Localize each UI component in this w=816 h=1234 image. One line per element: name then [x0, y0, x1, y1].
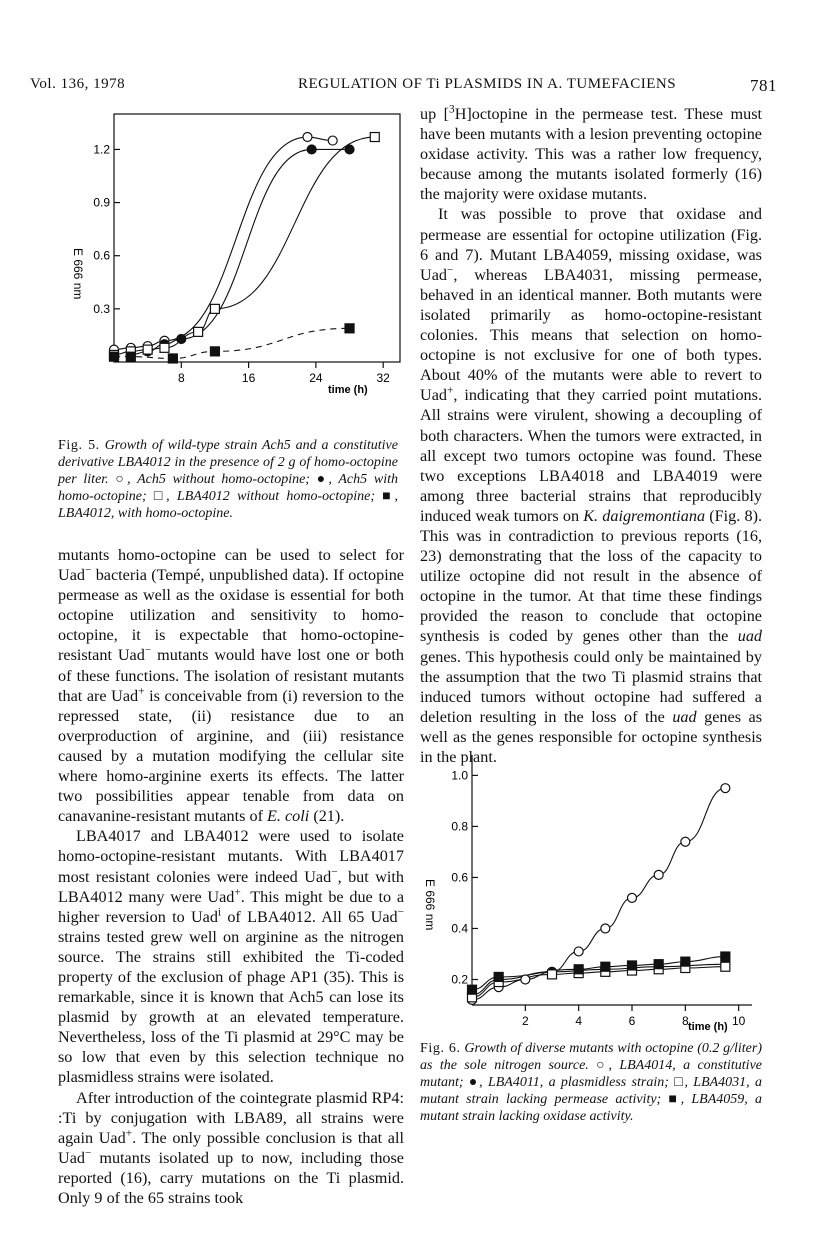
f5-point-filled-circle — [307, 145, 316, 154]
f5-point-open-square — [370, 133, 379, 142]
f6-point-filled-square — [601, 962, 610, 971]
right-paragraph-2: It was possible to prove that oxidase and permease are essential for octopine utilization (Fig. 6 and 7). Mutant LBA4059, missing oxidase, was Uad−, whereas LBA4031, missing permease, behaved in an identical manner. Both mutants were isolated primarily as homo-octopine-resistant colonies. This means that selection on homo-octopine is not exclusive for one of both types. About 40% of the mutants were able to revert to Uad+, indicating that they carried point mutations. All strains were virulent, showing a decoupling of both characters. When the tumors were extracted, in all except two tumors octopine was found. These two exceptions LBA4018 and LBA4019 were among three bacterial strains that reproducibly induced weak tumors on K. daigremontiana (Fig. 8). This was in contradiction to previous reports (16, 23) demonstrating that the loss of the capacity to utilize octopine did not result in the absence of octopine in the tumor. At that time these findings provided the reason to conclude that octopine synthesis is coded by genes other than the uad genes. This hypothesis could only be maintained by the assumption that the two Ti plasmid strains that induced tumors without octopine had suffered a deletion resulting in the loss of the uad genes as well as the genes responsible for octopine synthesis in the plant. — [420, 205, 763, 766]
f5-point-open-square — [194, 327, 203, 336]
f5-point-filled-square — [168, 354, 177, 363]
f6-point-open-circle — [721, 784, 730, 793]
f5-point-open-circle — [303, 133, 312, 142]
f6-point-open-circle — [521, 975, 530, 984]
f5-point-filled-square — [345, 324, 354, 333]
f6-ytick-label: 0.4 — [451, 921, 468, 936]
f5-point-open-square — [160, 343, 169, 352]
fig6-xlabel: time (h) — [688, 1021, 728, 1033]
left-paragraph-2: LBA4017 and LBA4012 were used to isolate homo-octopine-resistant mutants. With LBA4017 most resistant colonies were indeed Uad−, but with LBA4012 many were Uad+. This might be due to a higher reversion to Uad$^i$ of LBA4012. All 65 Uad− strains tested grew well on arginine as the nitrogen source. The strains still exhibited the Ti-coded property of the exclusion of phage AP1 (35). This is remarkable, since it is known that Ach5 can lose its plasmid by growth at an elevated temperature. Nevertheless, loss of the Ti plasmid at 29°C may be so low that even by this selection technique no plasmidless strains were isolated. — [58, 827, 405, 1087]
f6-point-open-circle — [654, 870, 663, 879]
f6-point-filled-square — [654, 960, 663, 969]
left-column — [58, 545, 404, 1208]
f5-point-filled-circle — [345, 145, 354, 154]
f6-point-open-circle — [628, 893, 637, 902]
fig5-ylabel: E 666 nm — [71, 248, 85, 300]
f5-ytick-label: 0.3 — [93, 301, 110, 316]
f6-point-open-square — [548, 970, 557, 979]
f6-point-filled-square — [468, 985, 477, 994]
f6-point-filled-square — [494, 972, 503, 981]
f5-point-open-square — [143, 345, 152, 354]
f5-xtick-label: 24 — [309, 371, 323, 385]
page-number: 781 — [750, 76, 777, 95]
f5-xtick-label: 32 — [376, 371, 390, 385]
fig6-caption — [420, 1040, 762, 1125]
right-column — [420, 104, 762, 767]
fig5-caption-text: Growth of wild-type strain Ach5 and a constitutive derivative LBA4012 in the presence of 2 g of homo-octopine per liter. ○, Ach5 without homo-octopine; ●, Ach5 with homo-octopine; □, LBA4012 without homo-octopine; ■, LBA4012, with homo-octopine. — [58, 438, 398, 521]
f6-point-filled-square — [721, 952, 730, 961]
left-paragraph-3: After introduction of the cointegrate plasmid RP4: :Ti by conjugation with LBA89, all strains were again Uad+. The only possible conclusion is that all Uad− mutants isolated up to now, including those reported (16), carry mutations on the Ti plasmid. Only 9 of the 65 strains took — [58, 1088, 404, 1207]
f6-point-open-circle — [681, 837, 690, 846]
f6-ytick-label: 1.0 — [451, 768, 468, 783]
f6-point-open-square — [721, 962, 730, 971]
running-title: REGULATION OF Ti PLASMIDS IN A. TUMEFACIENS — [298, 76, 677, 92]
f5-ytick-label: 0.9 — [93, 195, 110, 210]
f5-series-line-open-circle — [114, 137, 333, 350]
f5-point-filled-square — [210, 347, 219, 356]
f5-point-open-circle — [328, 136, 337, 145]
f6-point-filled-square — [628, 961, 637, 970]
f5-series-line-open-square — [114, 137, 375, 355]
f5-ytick-label: 1.2 — [93, 142, 110, 157]
f6-xtick-label: 6 — [628, 1014, 636, 1028]
fig5-frame — [114, 114, 400, 362]
f5-xtick-label: 8 — [177, 371, 185, 385]
running-volume: Vol. 136, 1978 — [30, 76, 126, 92]
f6-xtick-label: 8 — [681, 1014, 689, 1028]
f6-point-open-circle — [601, 924, 610, 933]
fig6-caption-text: Growth of diverse mutants with octopine (0.2 g/liter) as the sole nitrogen source. ○, LBA4014, a constitutive mutant; ●, LBA4011, a plasmidless strain; □, LBA4031, a mutant strain lacking permease activity; ■, LBA4059, a mutant strain lacking oxidase activity. — [420, 1041, 762, 1124]
fig6-ylabel: E 666 nm — [423, 879, 437, 931]
f6-point-open-circle — [574, 947, 583, 956]
f6-point-filled-square — [681, 957, 690, 966]
f5-point-filled-square — [126, 352, 135, 361]
fig5-caption-label: Fig. 5. — [58, 438, 100, 453]
f5-ytick-label: 0.6 — [93, 248, 110, 263]
f6-point-filled-square — [574, 965, 583, 974]
left-paragraph-1: mutants homo-octopine can be used to select for Uad− bacteria (Tempé, unpublished data). If octopine permease as well as the oxidase is essential for both octopine utilization and sensitivity to homo-octopine, it is expectable that homo-octopine-resistant Uad− mutants would have lost one or both of these functions. The isolation of resistant mutants that are Uad+ is conceivable from (i) reversion to the repressed state, (ii) resistance due to an overproduction of arginine, and (iii) resistance caused by a mutation modifying the cellular site where homo-arginine exerts its effects. The latter two possibilities appear tenable from data on canavanine-resistant mutants of E. coli (21). — [58, 546, 404, 826]
fig5-xlabel: time (h) — [328, 384, 368, 396]
f6-xtick-label: 2 — [521, 1014, 529, 1028]
f6-ytick-label: 0.2 — [451, 972, 468, 987]
fig6-caption-label: Fig. 6. — [420, 1041, 461, 1056]
right-paragraph-1: up [$^3$H]octopine in the permease test. These must have been mutants with a lesion preventing octopine oxidase activity. This was a rather low frequency, because among the mutants isolated formerly (16) the majority were oxidase mutants. — [420, 103, 763, 204]
fig6-chart — [420, 743, 760, 1038]
fig5-chart — [66, 100, 406, 420]
f5-xtick-label: 16 — [241, 371, 256, 385]
f6-xtick-label: 10 — [731, 1014, 746, 1028]
f6-ytick-label: 0.8 — [451, 819, 468, 834]
f5-point-filled-circle — [177, 334, 186, 343]
f6-xtick-label: 4 — [575, 1014, 583, 1028]
f5-point-open-square — [210, 304, 219, 313]
f5-point-filled-square — [110, 352, 119, 361]
fig5-caption — [58, 437, 398, 522]
f6-ytick-label: 0.6 — [451, 870, 468, 885]
